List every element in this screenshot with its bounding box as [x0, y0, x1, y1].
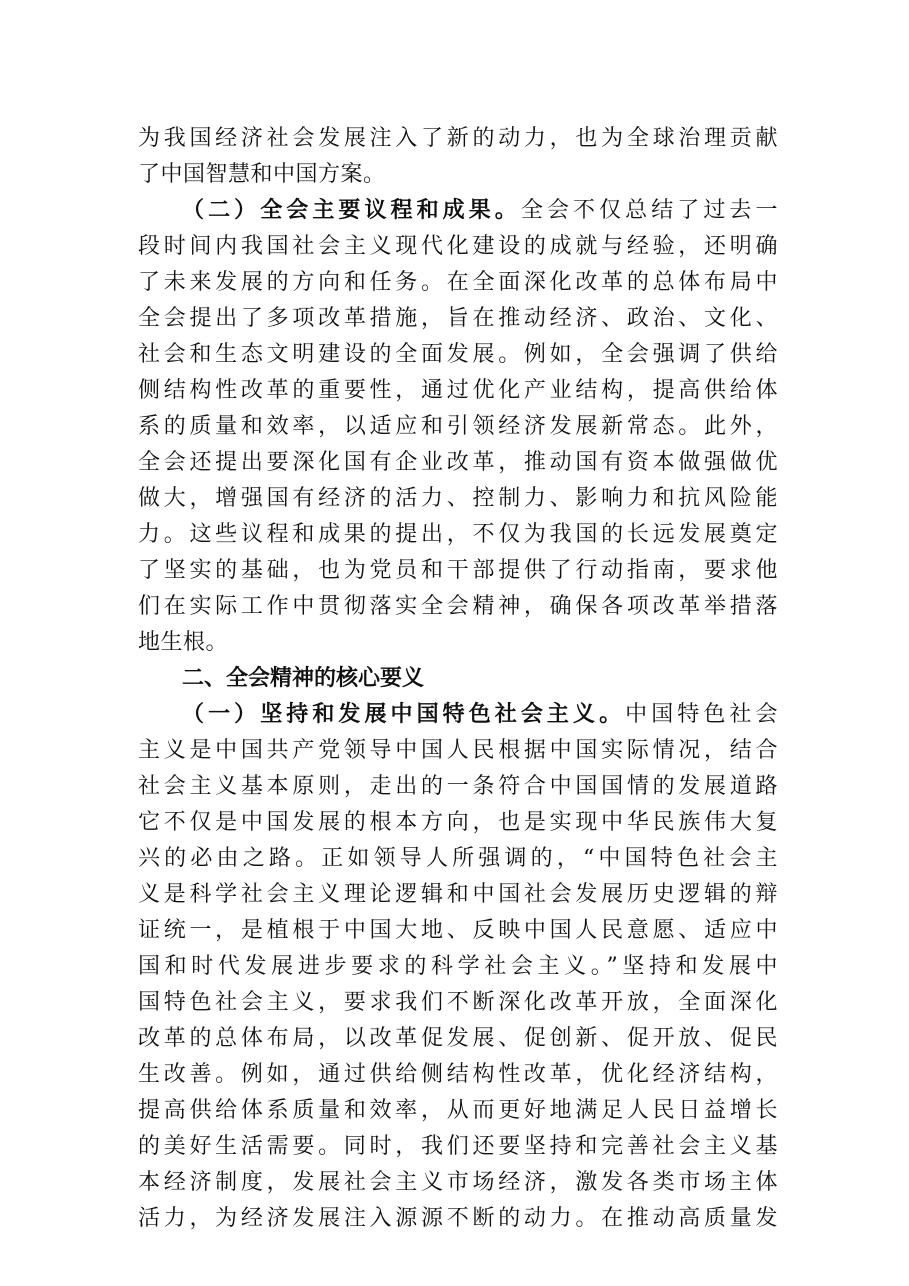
text-line: 力。这些议程和成果的提出，不仅为我国的长远发展奠定 — [138, 522, 778, 547]
text-line: 国和时代发展进步要求的科学社会主义。”坚持和发展中 — [138, 954, 778, 979]
paragraph-lead: （一）坚持和发展中国特色社会主义。 — [182, 702, 626, 727]
paragraph-socialism — [138, 697, 778, 1237]
paragraph-agenda-results — [138, 193, 778, 661]
text-line: 义是科学社会主义理论逻辑和中国社会发展历史逻辑的辩 — [138, 882, 778, 907]
text-line: 主义是中国共产党领导中国人民根据中国实际情况，结合 — [138, 738, 778, 763]
paragraph-first-line-rest: 全会不仅总结了过去一 — [520, 198, 778, 223]
text-line: 生改善。例如，通过供给侧结构性改革，优化经济结构， — [138, 1062, 778, 1087]
paragraph-first-line — [138, 193, 778, 229]
text-line: 了坚实的基础，也为党员和干部提供了行动指南，要求他 — [138, 558, 778, 583]
text-line: 活力，为经济发展注入源源不断的动力。在推动高质量发 — [138, 1206, 778, 1231]
text-line: 侧结构性改革的重要性，通过优化产业结构，提高供给体 — [138, 378, 778, 403]
paragraph-continuation — [138, 121, 778, 193]
text-line: 兴的必由之路。正如领导人所强调的，“中国特色社会主 — [138, 846, 778, 871]
paragraph-lead: （二）全会主要议程和成果。 — [182, 198, 521, 223]
text-line: 做大，增强国有经济的活力、控制力、影响力和抗风险能 — [138, 486, 778, 511]
text-line: 国特色社会主义，要求我们不断深化改革开放，全面深化 — [138, 990, 778, 1015]
section-heading: 二、全会精神的核心要义 — [182, 666, 425, 691]
paragraph-first-line-rest: 中国特色社会 — [625, 702, 778, 727]
text-line: 全会提出了多项改革措施，旨在推动经济、政治、文化、 — [138, 306, 778, 331]
text-line: 系的质量和效率，以适应和引领经济发展新常态。此外， — [138, 414, 778, 439]
text-line: 它不仅是中国发展的根本方向，也是实现中华民族伟大复 — [138, 810, 778, 835]
text-line: 为我国经济社会发展注入了新的动力，也为全球治理贡献 — [138, 126, 778, 151]
text-line: 了未来发展的方向和任务。在全面深化改革的总体布局中 — [138, 270, 778, 295]
text-line: 地生根。 — [138, 630, 229, 655]
text-line: 改革的总体布局，以改革促发展、促创新、促开放、促民 — [138, 1026, 778, 1051]
text-line: 本经济制度，发展社会主义市场经济，激发各类市场主体 — [138, 1170, 778, 1195]
text-line: 全会还提出要深化国有企业改革，推动国有资本做强做优 — [138, 450, 778, 475]
text-line: 社会主义基本原则，走出的一条符合中国国情的发展道路 — [138, 774, 778, 799]
text-line: 提高供给体系质量和效率，从而更好地满足人民日益增长 — [138, 1098, 778, 1123]
text-line: 证统一，是植根于中国大地、反映中国人民意愿、适应中 — [138, 918, 778, 943]
text-line: 了中国智慧和中国方案。 — [138, 162, 386, 187]
text-line: 社会和生态文明建设的全面发展。例如，全会强调了供给 — [138, 342, 778, 367]
text-line: 的美好生活需要。同时，我们还要坚持和完善社会主义基 — [138, 1134, 778, 1159]
text-line: 段时间内我国社会主义现代化建设的成就与经验，还明确 — [138, 234, 778, 259]
document-body — [138, 121, 778, 1237]
text-line: 们在实际工作中贯彻落实全会精神，确保各项改革举措落 — [138, 594, 778, 619]
paragraph-first-line — [138, 697, 778, 733]
